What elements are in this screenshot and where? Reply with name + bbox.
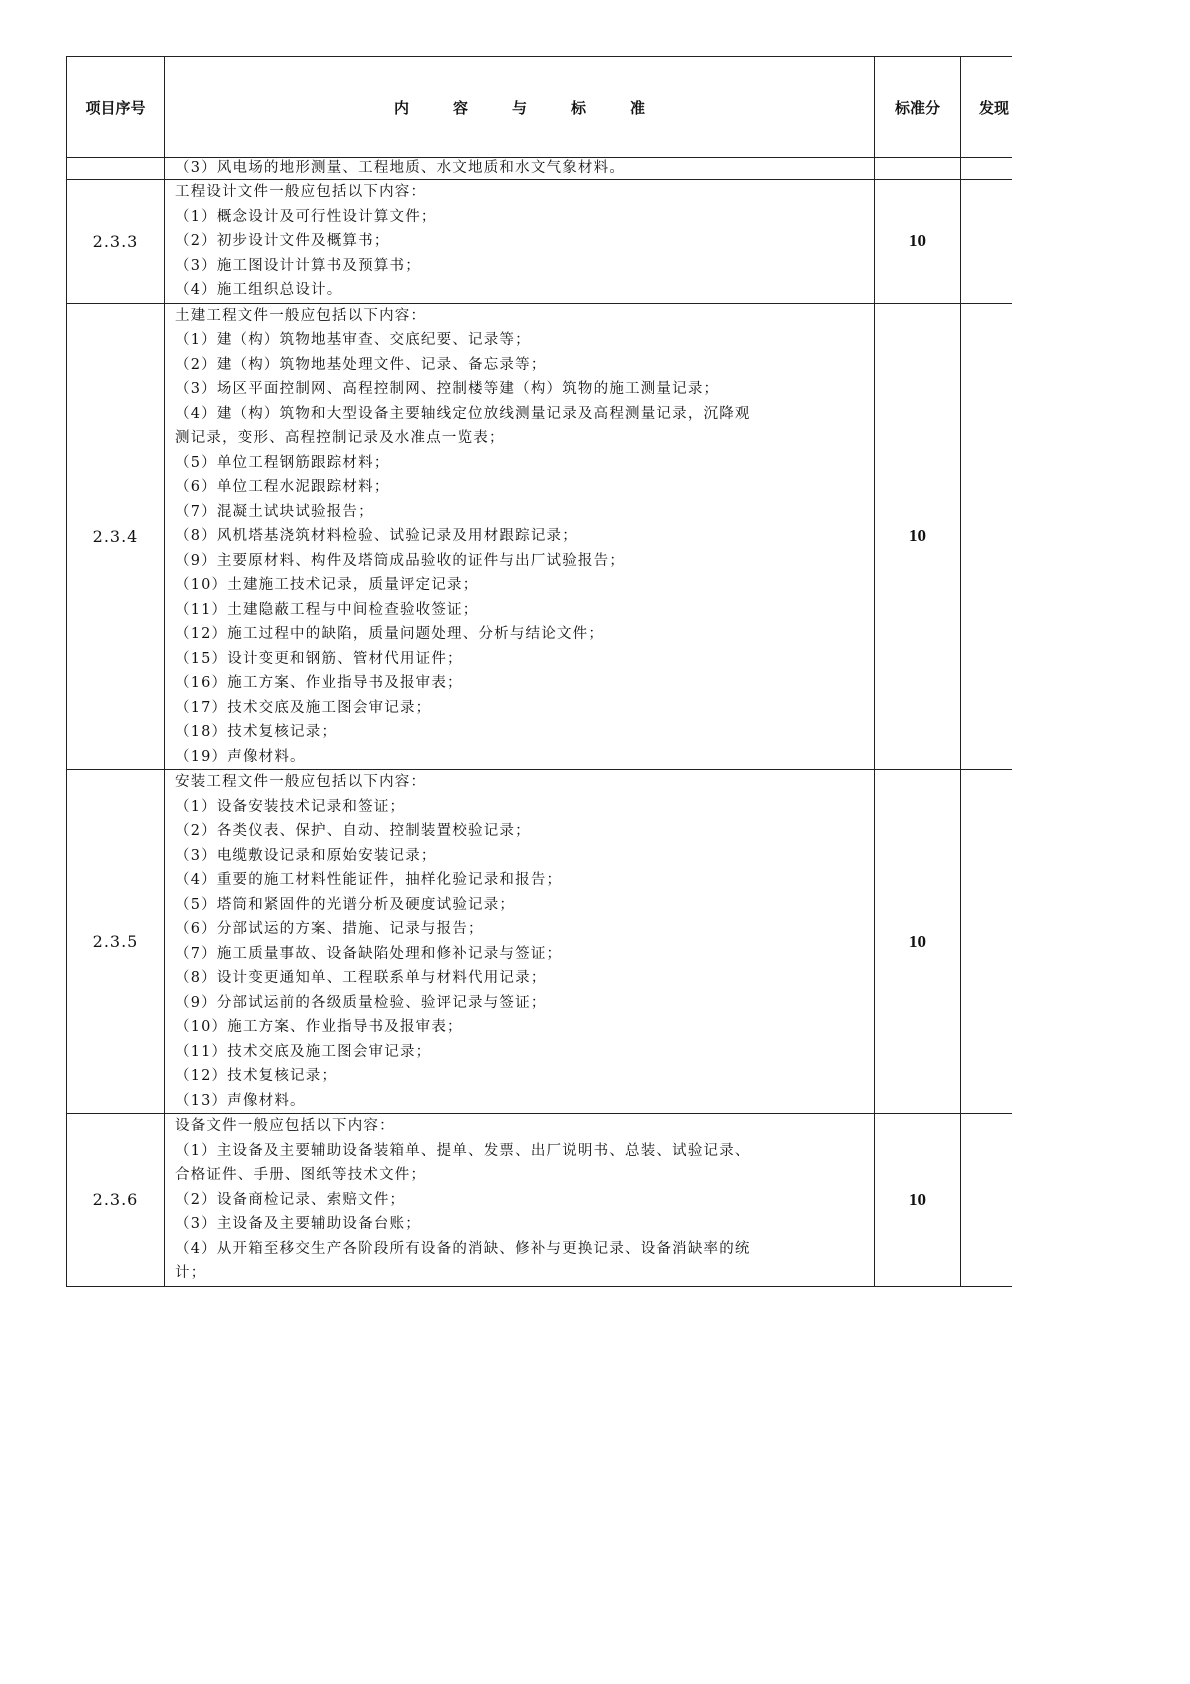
content-line: （10）土建施工技术记录，质量评定记录； bbox=[175, 577, 479, 593]
content-line: （10）施工方案、作业指导书及报审表； bbox=[175, 1019, 463, 1035]
item-number-cell bbox=[67, 158, 165, 180]
content-line: 合格证件、手册、图纸等技术文件； bbox=[175, 1167, 427, 1183]
found-cell bbox=[961, 180, 1013, 304]
content-cell bbox=[165, 158, 875, 180]
table-body bbox=[67, 158, 1013, 1287]
content-line: （11）技术交底及施工图会审记录； bbox=[175, 1043, 432, 1060]
content-cell bbox=[165, 303, 875, 770]
content-line: （4）施工组织总设计。 bbox=[175, 282, 343, 298]
content-line: （6）分部试运的方案、措施、记录与报告； bbox=[175, 921, 484, 937]
header-content-char: 标 bbox=[571, 98, 587, 117]
content-line: 计； bbox=[175, 1265, 207, 1281]
content-line: 土建工程文件一般应包括以下内容： bbox=[175, 307, 427, 324]
content-line: （13）声像材料。 bbox=[175, 1092, 306, 1109]
content-line: （1）概念设计及可行性设计算文件； bbox=[175, 208, 437, 225]
content-line: （6）单位工程水泥跟踪材料； bbox=[175, 479, 390, 495]
content-line: （4）从开箱至移交生产各阶段所有设备的消缺、修补与更换记录、设备消缺率的统 bbox=[175, 1240, 751, 1257]
standard-score-cell: 10 bbox=[875, 180, 961, 304]
content-line: 安装工程文件一般应包括以下内容： bbox=[175, 774, 427, 790]
content-line: 工程设计文件一般应包括以下内容： bbox=[175, 184, 427, 200]
table-header-row bbox=[67, 57, 1013, 158]
content-line: （3）风电场的地形测量、工程地质、水文地质和水文气象材料。 bbox=[175, 160, 626, 176]
content-line: （15）设计变更和钢筋、管材代用证件； bbox=[175, 650, 463, 667]
content-line: （12）施工过程中的缺陷，质量问题处理、分析与结论文件； bbox=[175, 626, 605, 642]
table-row bbox=[67, 158, 1013, 180]
table-viewport bbox=[66, 56, 1012, 1287]
content-line: （3）场区平面控制网、高程控制网、控制楼等建（构）筑物的施工测量记录； bbox=[175, 381, 720, 397]
content-line: 设备文件一般应包括以下内容： bbox=[175, 1118, 395, 1134]
content-line: （8）设计变更通知单、工程联系单与材料代用记录； bbox=[175, 970, 547, 986]
content-line: （1）设备安装技术记录和签证； bbox=[175, 798, 406, 815]
content-line: （9）分部试运前的各级质量检验、验评记录与签证； bbox=[175, 994, 547, 1011]
content-line: （17）技术交底及施工图会审记录； bbox=[175, 699, 432, 716]
item-number-cell: 2.3.5 bbox=[67, 770, 165, 1114]
table-row bbox=[67, 180, 1013, 304]
found-cell bbox=[961, 158, 1013, 180]
found-cell bbox=[961, 1114, 1013, 1287]
content-line: （5）单位工程钢筋跟踪材料； bbox=[175, 454, 390, 471]
standards-table bbox=[66, 56, 1012, 1287]
content-line: （1）主设备及主要辅助设备装箱单、提单、发票、出厂说明书、总装、试验记录、 bbox=[175, 1142, 751, 1159]
content-line: 测记录，变形、高程控制记录及水准点一览表； bbox=[175, 430, 505, 446]
found-cell bbox=[961, 303, 1013, 770]
header-standard-score: 标准分 bbox=[875, 57, 961, 158]
content-line: （7）施工质量事故、设备缺陷处理和修补记录与签证； bbox=[175, 945, 563, 962]
header-content-char: 与 bbox=[511, 98, 527, 117]
content-line: （11）土建隐蔽工程与中间检查验收签证； bbox=[175, 601, 479, 618]
content-line: （4）建（构）筑物和大型设备主要轴线定位放线测量记录及高程测量记录，沉降观 bbox=[175, 405, 751, 422]
table-row bbox=[67, 770, 1013, 1114]
content-line: （8）风机塔基浇筑材料检验、试验记录及用材跟踪记录； bbox=[175, 528, 578, 544]
content-line: （7）混凝土试块试验报告； bbox=[175, 503, 374, 520]
content-line: （3）电缆敷设记录和原始安装记录； bbox=[175, 847, 437, 864]
standard-score-cell: 10 bbox=[875, 1114, 961, 1287]
content-line: （18）技术复核记录； bbox=[175, 724, 338, 740]
header-content-char: 准 bbox=[630, 98, 646, 117]
content-line: （16）施工方案、作业指导书及报审表； bbox=[175, 675, 463, 691]
content-line: （9）主要原材料、构件及塔筒成品验收的证件与出厂试验报告； bbox=[175, 552, 626, 569]
content-line: （4）重要的施工材料性能证件，抽样化验记录和报告； bbox=[175, 872, 563, 888]
content-line: （3）主设备及主要辅助设备台账； bbox=[175, 1216, 421, 1232]
item-number-cell: 2.3.6 bbox=[67, 1114, 165, 1287]
standard-score-cell: 10 bbox=[875, 303, 961, 770]
header-content-standard bbox=[165, 57, 875, 158]
header-item-number: 项目序号 bbox=[67, 57, 165, 158]
table-row bbox=[67, 1114, 1013, 1287]
header-found: 发现 bbox=[961, 57, 1013, 158]
content-line: （12）技术复核记录； bbox=[175, 1068, 338, 1084]
content-line: （19）声像材料。 bbox=[175, 748, 306, 765]
content-line: （2）初步设计文件及概算书； bbox=[175, 233, 390, 249]
content-cell bbox=[165, 770, 875, 1114]
content-line: （2）设备商检记录、索赔文件； bbox=[175, 1191, 406, 1208]
standard-score-cell bbox=[875, 158, 961, 180]
header-content-char: 容 bbox=[452, 98, 468, 117]
item-number-cell: 2.3.4 bbox=[67, 303, 165, 770]
content-cell bbox=[165, 180, 875, 304]
content-line: （1）建（构）筑物地基审查、交底纪要、记录等； bbox=[175, 332, 531, 348]
header-content-char: 内 bbox=[393, 98, 409, 117]
standard-score-cell: 10 bbox=[875, 770, 961, 1114]
found-cell bbox=[961, 770, 1013, 1114]
table-row bbox=[67, 303, 1013, 770]
content-line: （2）建（构）筑物地基处理文件、记录、备忘录等； bbox=[175, 356, 547, 373]
content-line: （5）塔筒和紧固件的光谱分析及硬度试验记录； bbox=[175, 896, 516, 913]
content-line: （2）各类仪表、保护、自动、控制装置校验记录； bbox=[175, 823, 531, 839]
content-cell bbox=[165, 1114, 875, 1287]
item-number-cell: 2.3.3 bbox=[67, 180, 165, 304]
content-line: （3）施工图设计计算书及预算书； bbox=[175, 257, 421, 274]
